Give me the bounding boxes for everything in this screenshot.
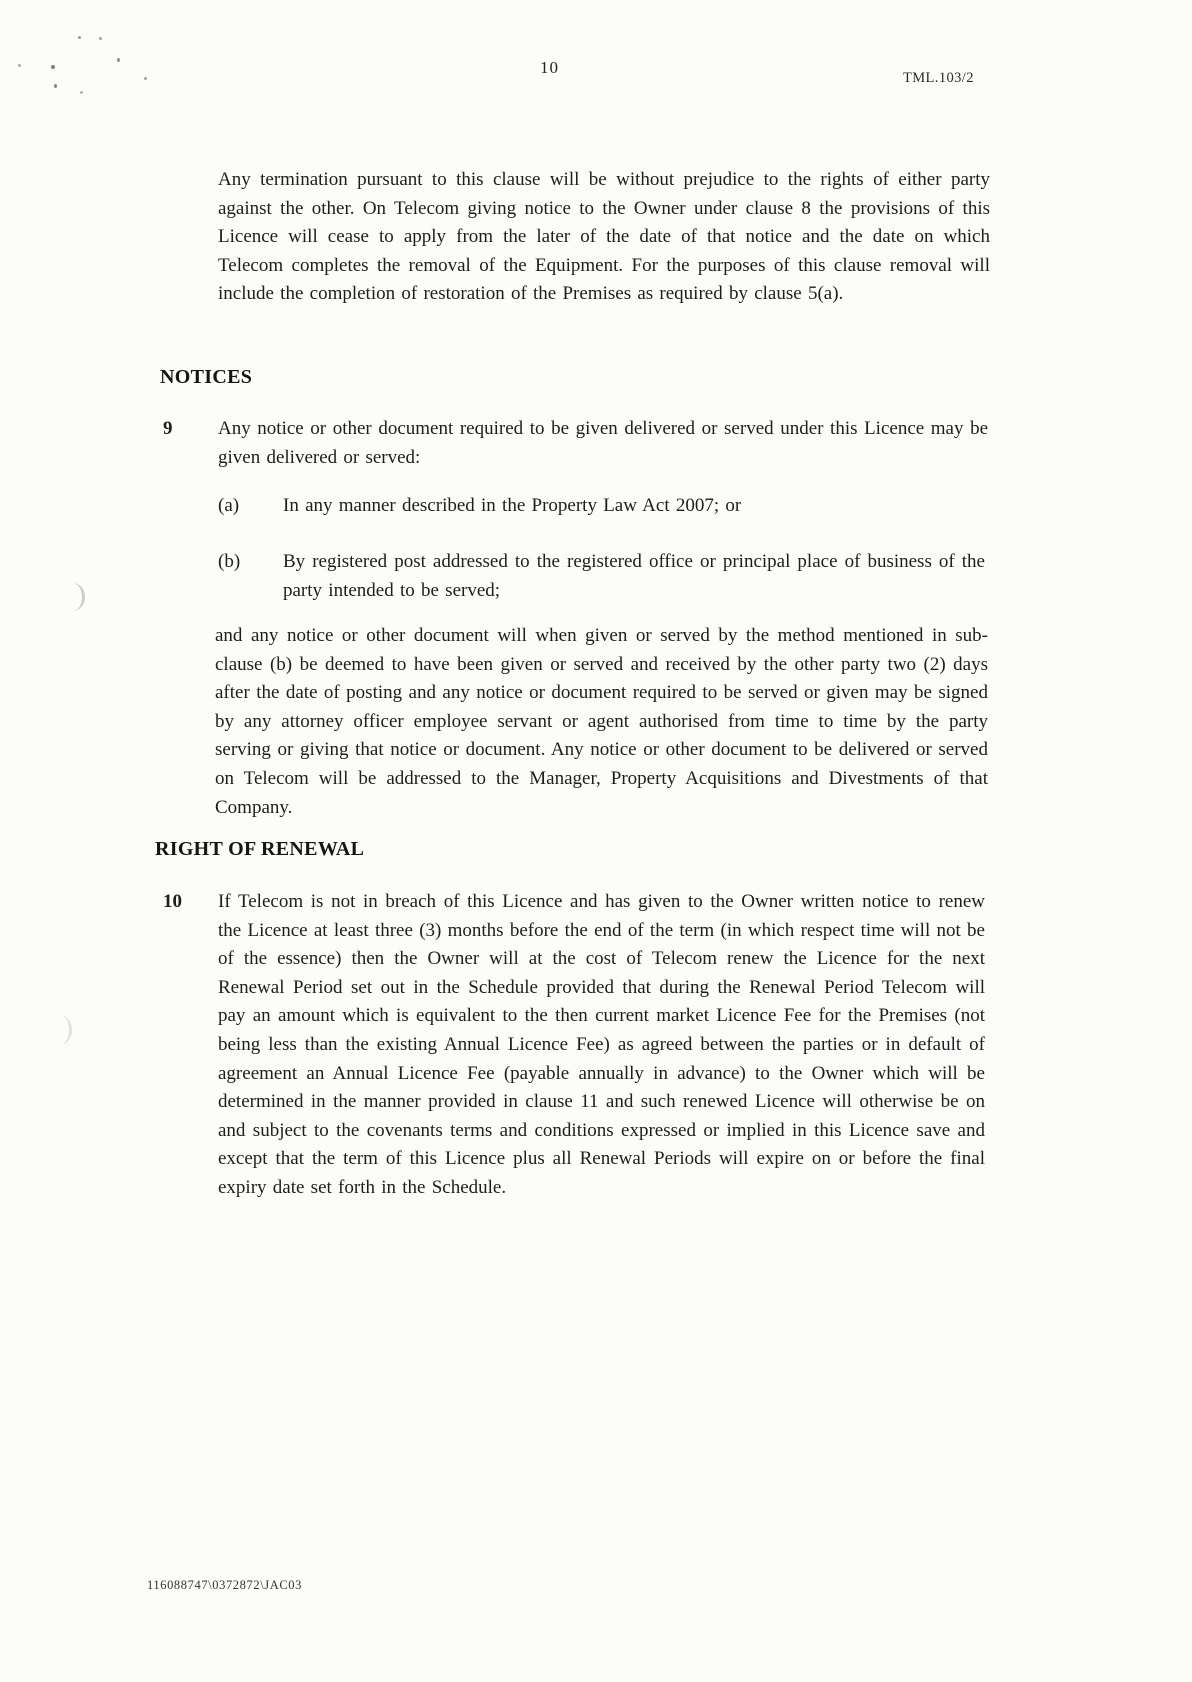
subclause-a-text: In any manner described in the Property Law Act 2007; or bbox=[283, 495, 742, 516]
scan-artifact-curve bbox=[60, 1015, 72, 1045]
subclause-b-label: (b) bbox=[218, 551, 241, 572]
intro-paragraph: Any termination pursuant to this clause will be without prejudice to the rights of either party against the other. On Telecom giving notice to the Owner under clause 8 the provisions of this Licence will cease to apply from the later of the date of that notice and the date on which Telecom completes the removal of the Equipment. For the purposes of this clause removal will include the completion of restoration of the Premises as required by clause 5(a). bbox=[218, 169, 990, 305]
document-reference: TML.103/2 bbox=[903, 70, 974, 86]
subclause-b bbox=[208, 548, 985, 605]
clause-9 bbox=[163, 415, 988, 472]
clause-9-number: 9 bbox=[163, 418, 173, 439]
clause-9-text: Any notice or other document required to be given delivered or served under this Licence may be given delivered or served: bbox=[218, 418, 988, 468]
section-heading-notices: NOTICES bbox=[160, 366, 253, 388]
subclause-a bbox=[208, 492, 988, 521]
page-number: 10 bbox=[540, 58, 559, 77]
subclause-a-label: (a) bbox=[218, 495, 240, 516]
footer-reference: 116088747\0372872\JAC03 bbox=[147, 1578, 303, 1592]
scan-artifact-curve bbox=[73, 583, 85, 611]
clause-10-number: 10 bbox=[163, 891, 182, 912]
clause-9-continuation: and any notice or other document will when given or served by the method mentioned in sub-clause (b) be deemed to have been given or served and received by the other party two (2) days after the date of posting and any notice or document required to be served or given may be signed by any attorney officer employee servant or agent authorised from time to time by the party serving or giving that notice or document. Any notice or other document to be delivered or served on Telecom will be addressed to the Manager, Property Acquisitions and Divestments of that Company. bbox=[215, 625, 988, 818]
subclause-b-text: By registered post addressed to the registered office or principal place of business of the party intended to be served; bbox=[283, 551, 985, 601]
section-heading-right-of-renewal: RIGHT OF RENEWAL bbox=[155, 838, 365, 860]
clause-10 bbox=[163, 888, 985, 1203]
clause-10-text: If Telecom is not in breach of this Licence and has given to the Owner written notice to renew the Licence at least three (3) months before the end of the term (in which respect time will not be of the essence) then the Owner will at the cost of Telecom renew the Licence for the next Renewal Period set out in the Schedule provided that during the Renewal Period Telecom will pay an amount which is equivalent to the then current market Licence Fee for the Premises (not being less than the existing Annual Licence Fee) as agreed between the parties or in default of agreement an Annual Licence Fee (payable annually in advance) to the Owner which will be determined in the manner provided in clause 11 and such renewed Licence will otherwise be on and subject to the covenants terms and conditions expressed or implied in this Licence save and except that the term of this Licence plus all Renewal Periods will expire on or before the final expiry date set forth in the Schedule. bbox=[218, 891, 985, 1198]
